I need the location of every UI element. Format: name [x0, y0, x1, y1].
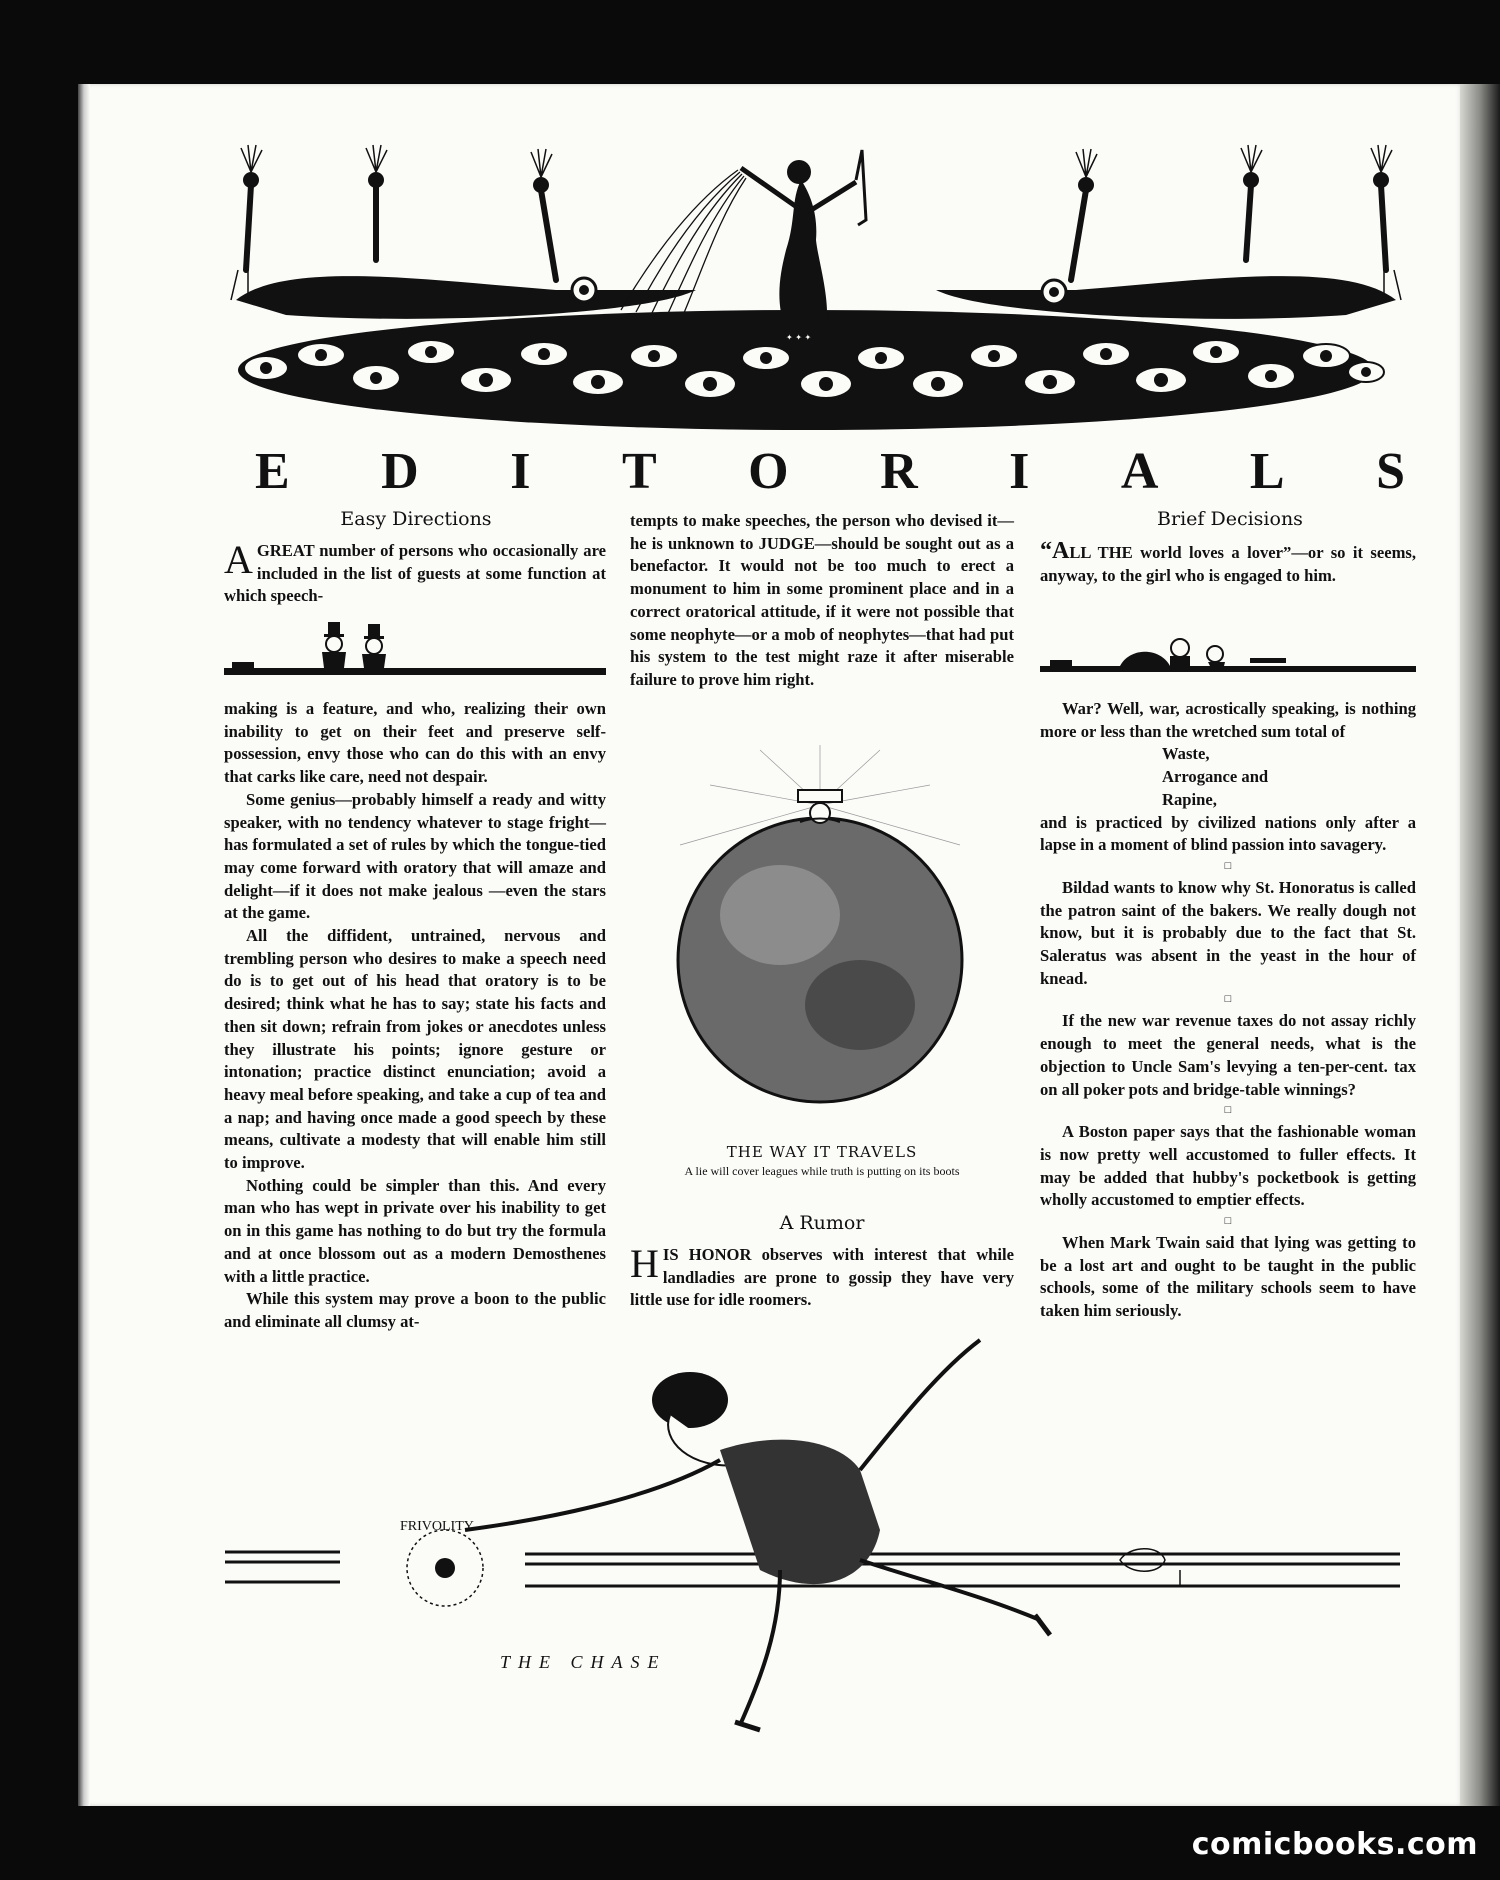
paragraph: A Boston paper says that the fashionable woman is now pretty well accustomed to fuller effects. It may be added that hubby's pocketbook is getting wholly accustomed to emptier effects. — [1040, 1122, 1416, 1210]
paragraph — [224, 537, 606, 608]
separator-box: □ — [1224, 1215, 1232, 1228]
title-letter: S — [1376, 443, 1405, 500]
paragraph: tempts to make speeches, the person who devised it—he is unknown to JUDGE—should be sought out as a benefactor. It would not be too much to erect a monument to him in some prominent place and in a correct oratorical attitude, if it were not possible that some neophyte—or a mob of neophytes—that had put his system to the test might raze it after miserable failure to prove him right. — [630, 511, 1014, 689]
title-letter: L — [1249, 443, 1285, 500]
column-1-intro — [224, 537, 606, 608]
paragraph: All the diffident, untrained, nervous and trembling person who desires to make a speech need do is to get out of his head that oratory is to be desired; think what he has to say; state his facts and then sit down; refrain from jokes or anecdotes unless they illustrate his points; ignore gesture or intonation; practice distinct enunciation; avoid a heavy meal before speaking, and take a cup of tea and a nap; and having once made a good speech by these means, cultivate a modesty that will enable him still to improve. — [224, 926, 606, 1173]
next-page-edge — [1460, 84, 1500, 1806]
paragraph — [1040, 540, 1416, 587]
paragraph-text: IS HONOR observes with interest that while landladies are prone to gossip they have very little use for idle roomers. — [630, 1245, 1014, 1310]
globe-caption-title: THE WAY IT TRAVELS — [726, 1143, 918, 1161]
article-heading-brief-decisions: Brief Decisions — [1157, 508, 1303, 530]
article-heading-a-rumor: A Rumor — [779, 1212, 865, 1234]
paragraph-text: LL THE world loves a lover”—or so it seems, anyway, to the girl who is engaged to him. — [1040, 543, 1416, 585]
title-letter: T — [621, 443, 657, 500]
paragraph: Some genius—probably himself a ready and witty speaker, with no tendency whatever to stage fright—has formulated a set of rules by which the tongue-tied may come forward with oratory that will amaze and delight—if it does not make jealous —even the stars at the game. — [224, 789, 606, 923]
acrostic-line: Waste, — [1162, 744, 1210, 764]
title-letter: O — [748, 443, 789, 500]
title-letter: E — [255, 443, 290, 500]
chase-illustration — [220, 1330, 1420, 1790]
paragraph: When Mark Twain said that lying was getting to be a lost art and ought to be taught in the public schools, some of the military schools seem to have taken him seriously. — [1040, 1233, 1416, 1321]
paragraph: making is a feature, and who, realizing their own inability to get on their feet and preserve self-possession, envy those who can do this with an envy that carks like care, need not despair. — [224, 699, 606, 787]
paragraph: While this system may prove a boon to the public and eliminate all clumsy at- — [224, 1289, 606, 1331]
page-gutter-shadow — [78, 84, 90, 1806]
illustration-caption: THE CHASE — [500, 1652, 667, 1672]
column-3-body — [1040, 698, 1416, 1323]
acrostic-line: Arrogance and — [1162, 767, 1269, 787]
lovers-illustration — [1040, 632, 1416, 682]
separator-box: □ — [1224, 1104, 1232, 1117]
svg-text:✦ ✦ ✦: ✦ ✦ ✦ — [786, 333, 812, 342]
drop-cap: A — [224, 537, 253, 582]
peacock-masthead-illustration — [226, 140, 1406, 440]
paragraph: Bildad wants to know why St. Honoratus is called the patron saint of the bakers. We really dough not know, but it is probably due to the fact that St. Saleratus was absent in the yeast in the hour of knead. — [1040, 877, 1416, 988]
ball-label: FRIVOLITY — [400, 1519, 474, 1534]
column-3-intro — [1040, 540, 1416, 587]
paragraph: War? Well, war, acrostically speaking, is nothing more or less than the wretched sum total of — [1040, 699, 1416, 741]
title-letter: I — [510, 443, 531, 500]
globe-illustration — [650, 745, 990, 1125]
watermark: comicbooks.com — [1191, 1827, 1478, 1862]
paragraph: and is practiced by civilized nations only after a lapse in a moment of blind passion into savagery. — [1040, 812, 1416, 855]
separator-box: □ — [1224, 993, 1232, 1006]
column-2-body — [630, 510, 1014, 692]
title-letter: D — [381, 443, 419, 500]
title-letter: I — [1009, 443, 1030, 500]
drop-cap: H — [630, 1241, 659, 1286]
title-letter: A — [1120, 443, 1159, 500]
article-heading-easy-directions: Easy Directions — [340, 508, 492, 530]
paragraph-text: GREAT number of persons who occasionally are included in the list of guests at some function at which speech- — [224, 541, 606, 606]
separator-box: □ — [1224, 859, 1232, 872]
section-title — [255, 442, 1405, 502]
column-1-body — [224, 698, 606, 1334]
paragraph: If the new war revenue taxes do not assay richly enough to meet the general needs, what is the objection to Uncle Sam's levying a ten-per-cent. tax on all poker pots and bridge-table winnings? — [1040, 1011, 1416, 1099]
lead-quote: “A — [1040, 538, 1070, 564]
paragraph: Nothing could be simpler than this. And every man who has wept in private over his inability to get on in this game has nothing to do but try the formula and at once blossom out as a modern Demosthenes with a little practice. — [224, 1175, 606, 1286]
acrostic-line: Rapine, — [1162, 789, 1217, 809]
paragraph — [630, 1241, 1014, 1312]
top-hat-men-illustration — [224, 612, 606, 686]
acrostic-list — [1040, 743, 1416, 811]
title-letter: R — [880, 443, 918, 500]
globe-caption-subtitle: A lie will cover leagues while truth is putting on its boots — [684, 1164, 960, 1178]
column-2-rumor — [630, 1241, 1014, 1312]
